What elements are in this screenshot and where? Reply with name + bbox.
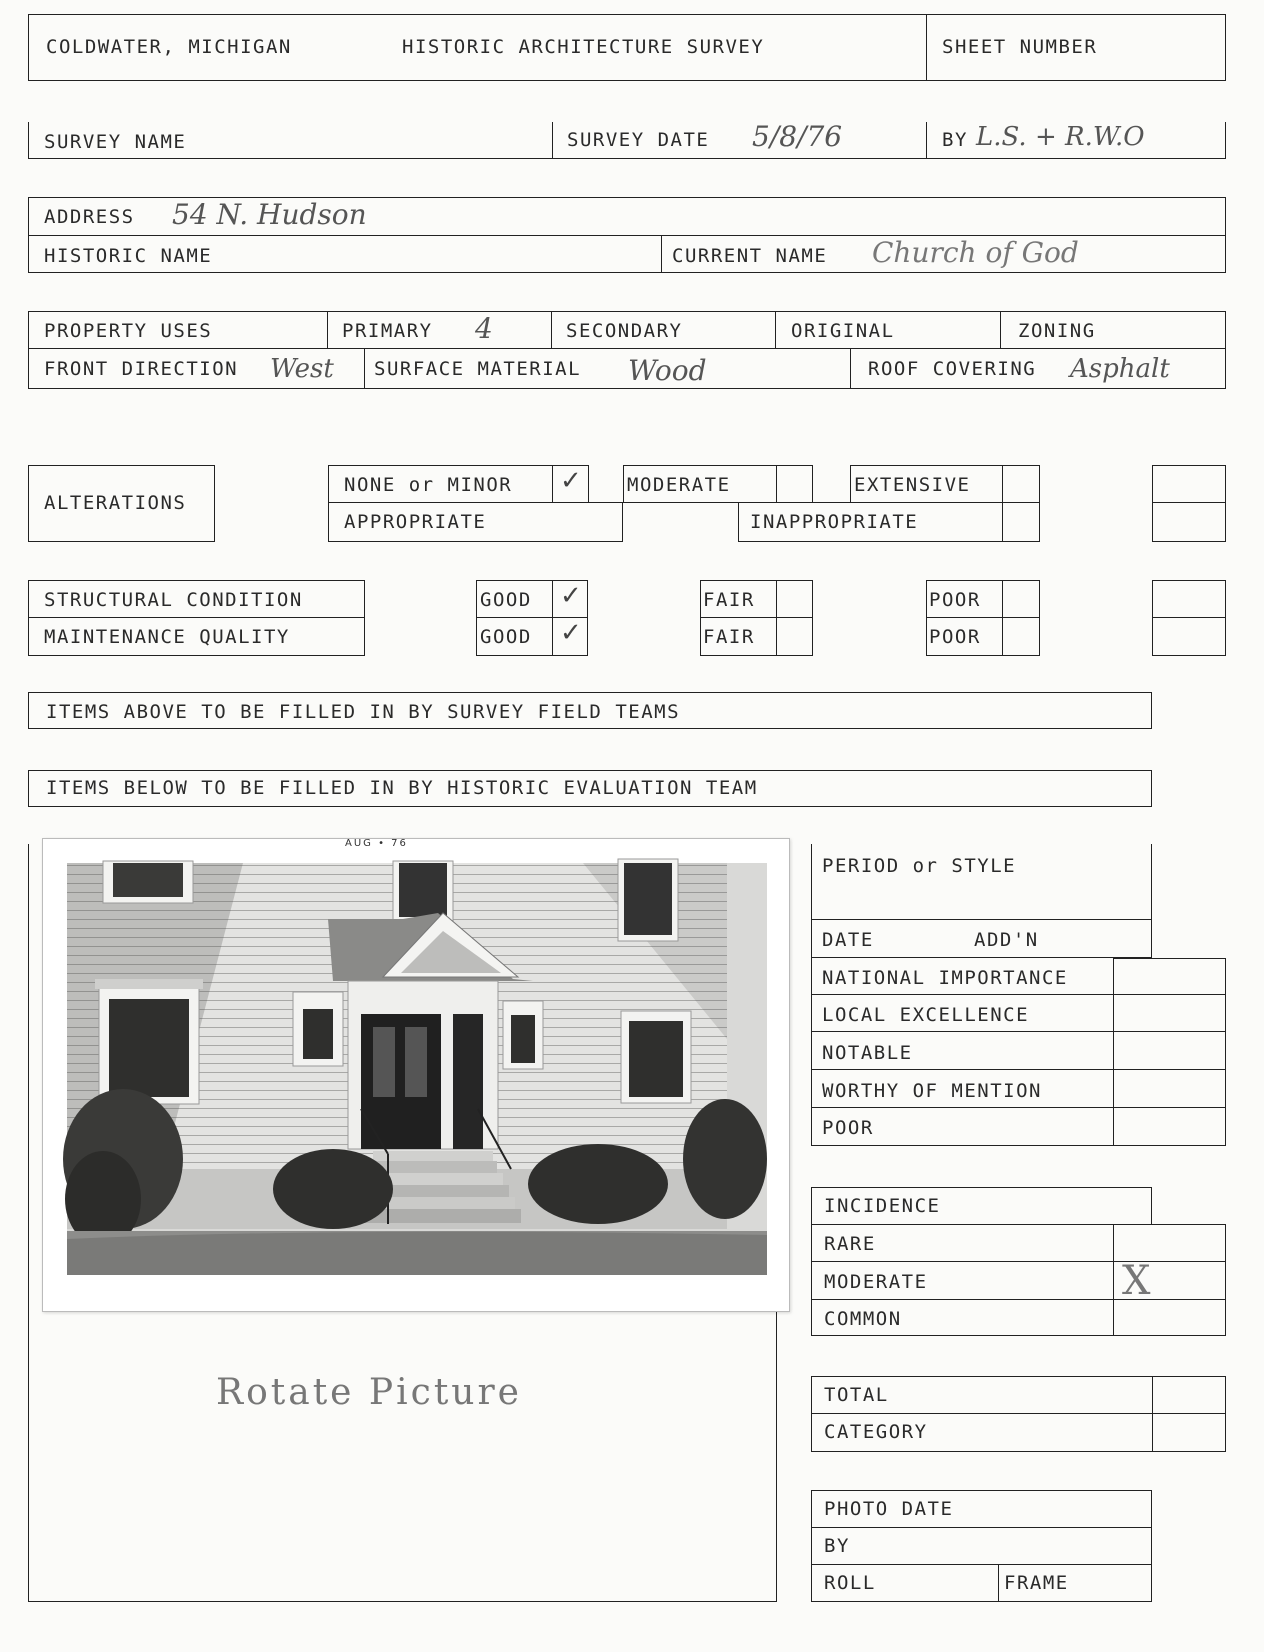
fair-mid — [700, 617, 813, 619]
category-label: CATEGORY — [824, 1421, 928, 1443]
survey-by-value: L.S. + R.W.O — [976, 122, 1145, 152]
alterations-label: ALTERATIONS — [44, 492, 187, 514]
alt-score-mid — [1152, 502, 1226, 504]
eval-top-right — [1113, 958, 1226, 960]
eval-line-2 — [811, 1031, 1226, 1033]
rotate-picture-note: Rotate Picture — [216, 1372, 522, 1413]
eval-date-label: DATE — [822, 929, 874, 951]
photo-date-label: PHOTO DATE — [824, 1498, 954, 1520]
photo-by-label: BY — [824, 1535, 850, 1557]
incidence-moderate-mark: X — [1122, 1258, 1151, 1304]
secondary-label: SECONDARY — [566, 320, 683, 342]
primary-label: PRIMARY — [342, 320, 433, 342]
eval-line-4 — [811, 1107, 1226, 1109]
note-above: ITEMS ABOVE TO BE FILLED IN BY SURVEY FIELD TEAMS — [46, 701, 681, 723]
good-structural-check: ✓ — [560, 581, 582, 611]
alt-score-box — [1152, 465, 1226, 542]
alt-none-minor-label: NONE or MINOR — [344, 474, 513, 496]
alt-appropriate-label: APPROPRIATE — [344, 511, 487, 533]
historic-name-label: HISTORIC NAME — [44, 245, 213, 267]
survey-divider-2 — [926, 122, 928, 159]
property-uses-label: PROPERTY USES — [44, 320, 213, 342]
photo-frame-label: FRAME — [1004, 1572, 1069, 1594]
period-style-label: PERIOD or STYLE — [822, 855, 1017, 877]
roof-covering-label: ROOF COVERING — [868, 358, 1037, 380]
zoning-label: ZONING — [1018, 320, 1096, 342]
local-excellence-label: LOCAL EXCELLENCE — [822, 1004, 1030, 1026]
incidence-line-1 — [811, 1261, 1226, 1263]
condition-label-mid — [28, 617, 365, 619]
header-title: HISTORIC ARCHITECTURE SURVEY — [402, 36, 765, 58]
surface-material-label: SURFACE MATERIAL — [374, 358, 582, 380]
alt-moderate-label: MODERATE — [627, 474, 731, 496]
incidence-moderate-label: MODERATE — [824, 1271, 928, 1293]
photo-stamp: AUG • 76 — [345, 838, 408, 849]
incidence-div — [1113, 1224, 1115, 1336]
survey-date-label: SURVEY DATE — [567, 129, 710, 151]
eval-line-3 — [811, 1069, 1226, 1071]
property-div-4 — [1000, 311, 1002, 348]
alt-extensive-label: EXTENSIVE — [854, 474, 971, 496]
incidence-common-label: COMMON — [824, 1308, 902, 1330]
address-value: 54 N. Hudson — [172, 198, 367, 231]
surface-material-value: Wood — [628, 354, 707, 387]
eval-addn-label: ADD'N — [974, 929, 1039, 951]
fair-structural-label: FAIR — [703, 589, 755, 611]
property-mid-line — [28, 348, 1226, 350]
worthy-of-mention-label: WORTHY OF MENTION — [822, 1080, 1042, 1102]
poor-structural-label: POOR — [929, 589, 981, 611]
condition-score-mid — [1152, 617, 1226, 619]
alt-none-minor-check: ✓ — [560, 466, 582, 496]
address-divider — [661, 235, 663, 273]
property-div-6 — [850, 348, 852, 389]
national-importance-label: NATIONAL IMPORTANCE — [822, 967, 1068, 989]
survey-name-label: SURVEY NAME — [44, 131, 187, 153]
poor-mid — [926, 617, 1040, 619]
good-maintenance-check: ✓ — [560, 618, 582, 648]
alt-inappropriate-check-div — [1002, 502, 1004, 542]
primary-value: 4 — [475, 312, 493, 345]
incidence-label: INCIDENCE — [824, 1195, 941, 1217]
photo-info-div — [998, 1564, 1000, 1602]
front-direction-label: FRONT DIRECTION — [44, 358, 239, 380]
header-city: COLDWATER, MICHIGAN — [46, 36, 292, 58]
fair-check-div — [776, 580, 778, 656]
survey-divider-1 — [552, 122, 554, 159]
alt-moderate-check-div — [776, 465, 778, 503]
poor-check-div — [1002, 580, 1004, 656]
alt-inappropriate-label: INAPPROPRIATE — [750, 511, 919, 533]
photo-info-line-2 — [811, 1564, 1152, 1566]
front-direction-value: West — [270, 354, 334, 384]
totals-mid — [811, 1413, 1226, 1415]
note-below: ITEMS BELOW TO BE FILLED IN BY HISTORIC EVALUATION TEAM — [46, 777, 758, 799]
address-label: ADDRESS — [44, 206, 135, 228]
structural-condition-label: STRUCTURAL CONDITION — [44, 589, 303, 611]
poor-maintenance-label: POOR — [929, 626, 981, 648]
good-maintenance-label: GOOD — [480, 626, 532, 648]
property-div-3 — [775, 311, 777, 348]
building-photo-image — [43, 839, 787, 1309]
property-div-5 — [364, 348, 366, 389]
eval-line-1 — [811, 994, 1226, 996]
total-label: TOTAL — [824, 1384, 889, 1406]
incidence-rare-label: RARE — [824, 1233, 876, 1255]
totals-div — [1152, 1376, 1154, 1452]
eval-poor-label: POOR — [822, 1117, 874, 1139]
incidence-top-right — [1152, 1224, 1226, 1226]
current-name-label: CURRENT NAME — [672, 245, 828, 267]
incidence-line-2 — [811, 1299, 1226, 1301]
fair-maintenance-label: FAIR — [703, 626, 755, 648]
photo-info-line-1 — [811, 1527, 1152, 1529]
current-name-value: Church of God — [872, 236, 1079, 269]
photo-roll-label: ROLL — [824, 1572, 876, 1594]
survey-by-label: BY — [942, 129, 968, 151]
property-div-2 — [551, 311, 553, 348]
property-div-1 — [327, 311, 329, 348]
sheet-number-label: SHEET NUMBER — [942, 36, 1098, 58]
roof-covering-value: Asphalt — [1070, 354, 1170, 384]
maintenance-quality-label: MAINTENANCE QUALITY — [44, 626, 290, 648]
good-check-div — [552, 580, 554, 656]
original-label: ORIGINAL — [791, 320, 895, 342]
building-photo — [42, 838, 790, 1312]
alt-extensive-check-div — [1002, 465, 1004, 503]
header-divider — [926, 14, 928, 81]
notable-label: NOTABLE — [822, 1042, 913, 1064]
good-structural-label: GOOD — [480, 589, 532, 611]
alt-none-minor-check-div — [552, 465, 554, 503]
survey-date-value: 5/8/76 — [752, 120, 843, 153]
eval-rating-div — [1113, 958, 1115, 1146]
